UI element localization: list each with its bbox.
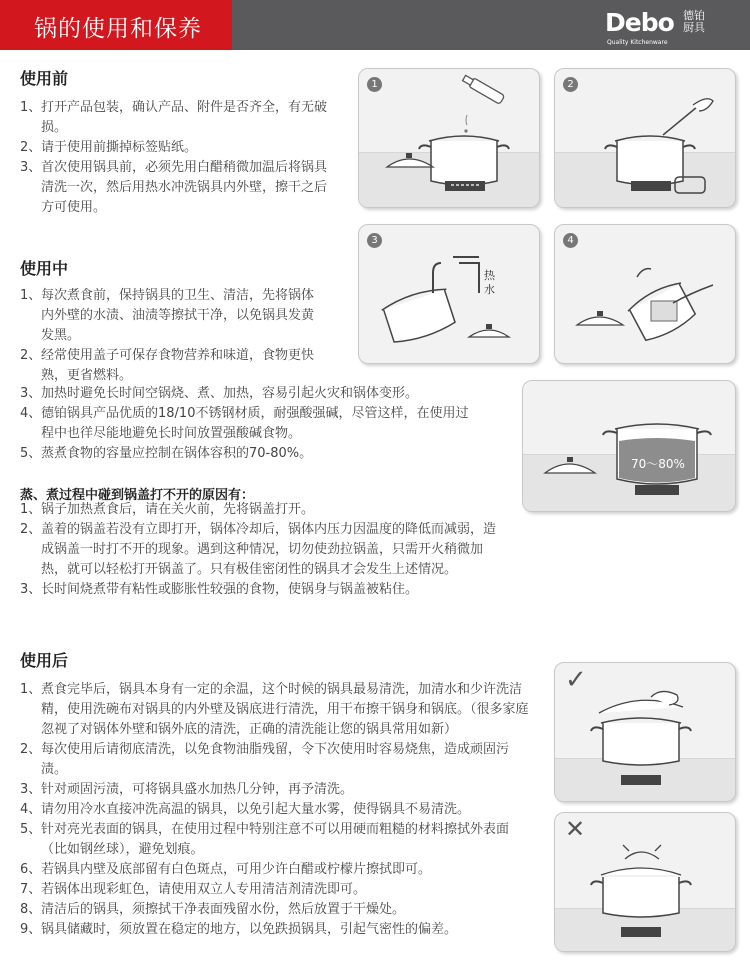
step-badge: 3: [367, 233, 382, 248]
list-item: [20, 740, 530, 780]
fill-level-label: 70～80%: [631, 457, 685, 471]
list-item: [20, 384, 480, 404]
illustration-heat-wash: [554, 68, 736, 208]
illustration-fill-level: [522, 380, 736, 512]
list-item: [20, 158, 336, 218]
item-text: 若锅体出现彩虹色，请使用双立人专用清洁剂清洗即可。: [41, 882, 367, 897]
item-text: 针对亮光表面的锅具，在使用过程中特别注意不可以用硬而粗糙的材料擦拭外表面（比如钢丝球），避免划痕。: [41, 822, 510, 857]
list-during-a: [20, 286, 320, 386]
step-badge: 4: [563, 233, 578, 248]
illustration-wipe-dry: [554, 224, 736, 364]
brand-logo: [605, 8, 705, 46]
item-text: 蒸煮食物的容量应控制在锅体容积的70-80%。: [41, 446, 313, 461]
item-number: 1、: [20, 502, 42, 517]
section-title-after: 使用后: [20, 651, 69, 670]
list-item: [20, 920, 530, 940]
item-number: 2、: [20, 348, 42, 363]
item-number: 4、: [20, 802, 42, 817]
item-text: 锅子加热煮食后，请在关火前，先将锅盖打开。: [41, 502, 315, 517]
item-number: 8、: [20, 902, 42, 917]
illustration-incorrect-lid: [554, 812, 736, 952]
header-title-block: [0, 0, 232, 50]
pot-vinegar-drawing: [359, 69, 539, 207]
list-item: [20, 780, 530, 800]
list-item: [20, 286, 320, 346]
list-item: [20, 404, 480, 444]
header-bar: [0, 0, 750, 50]
hot-water-label: 热水: [484, 269, 495, 296]
brand-tagline: Quality Kitchenware: [607, 39, 668, 46]
item-text: 请勿用冷水直接冲洗高温的锅具，以免引起大量水雾，使得锅具不易清洗。: [41, 802, 471, 817]
list-item: [20, 346, 320, 386]
item-text: 盖着的锅盖若没有立即打开，锅体冷却后，锅体内压力因温度的降低而减弱，造成锅盖一时打不开的现象。遇到这种情况，切勿使劲拉锅盖，只需开火稍微加热，就可以轻松打开锅盖了。只有极佳密闭性的锅具才会发生上述情况。: [41, 522, 497, 577]
item-text: 若锅具内壁及底部留有白色斑点，可用少许白醋或柠檬片擦拭即可。: [41, 862, 432, 877]
item-text: 加热时避免长时间空锅烧、煮、加热，容易引起火灾和锅体变形。: [41, 386, 419, 401]
pot-brush-drawing: [555, 69, 735, 207]
item-number: 5、: [20, 822, 42, 837]
cross-icon: ✕: [565, 815, 586, 843]
item-text: 长时间烧煮带有粘性或膨胀性较强的食物，使锅身与锅盖被粘住。: [41, 582, 419, 597]
list-item: [20, 500, 502, 520]
item-number: 1、: [20, 100, 42, 115]
step-badge: 1: [367, 77, 382, 92]
subsection-title-lid: 蒸、煮过程中碰到锅盖打不开的原因有：: [20, 488, 255, 503]
item-text: 经常使用盖子可保存食物营养和味道，食物更快熟，更省燃料。: [41, 348, 315, 383]
item-text: 请于使用前撕掉标签贴纸。: [41, 140, 198, 155]
list-item: [20, 444, 480, 464]
item-text: 清洁后的锅具，须擦拭干净表面残留水份，然后放置于干燥处。: [41, 902, 406, 917]
list-item: [20, 680, 530, 740]
item-number: 3、: [20, 160, 42, 175]
item-number: 3、: [20, 582, 42, 597]
item-text: 德铂锅具产品优质的18/10不锈钢材质，耐强酸强碱，尽管这样，在使用过程中也徉尽能地避免长时间放置强酸碱食物。: [41, 406, 469, 441]
item-text: 每次煮食前，保持锅具的卫生、清洁，先将锅体内外壁的水渍、油渍等擦拭干净，以免锅具发黄发黑。: [41, 288, 315, 343]
item-text: 打开产品包装，确认产品、附件是否齐全，有无破损。: [41, 100, 328, 135]
pot-cloth-drawing: [555, 225, 735, 363]
pot-fill-drawing: [523, 381, 735, 511]
item-number: 1、: [20, 682, 42, 697]
item-text: 每次使用后请彻底清洗，以免食物油脂残留，令下次使用时容易烧焦，造成顽固污渍。: [41, 742, 510, 777]
item-number: 2、: [20, 522, 42, 537]
item-number: 7、: [20, 882, 42, 897]
list-item: [20, 880, 530, 900]
illustration-pour-vinegar: [358, 68, 540, 208]
list-before: [20, 98, 336, 218]
item-number: 3、: [20, 386, 42, 401]
list-item: [20, 98, 336, 138]
list-item: [20, 860, 530, 880]
brand-chinese: 德铂厨具: [683, 9, 705, 34]
item-number: 2、: [20, 742, 42, 757]
illustration-correct-lid: [554, 662, 736, 802]
list-item: [20, 800, 530, 820]
item-number: 5、: [20, 446, 42, 461]
item-number: 9、: [20, 922, 42, 937]
item-number: 2、: [20, 140, 42, 155]
list-lid: [20, 500, 502, 600]
check-icon: ✓: [565, 665, 587, 695]
list-after: [20, 680, 530, 940]
item-number: 4、: [20, 406, 42, 421]
section-title-during: 使用中: [20, 259, 69, 278]
brand-name: Debo: [605, 8, 674, 37]
item-number: 1、: [20, 288, 42, 303]
pot-faucet-drawing: [359, 225, 539, 363]
list-during-b: [20, 384, 480, 464]
item-text: 针对顽固污渍，可将锅具盛水加热几分钟，再予清洗。: [41, 782, 354, 797]
item-text: 煮食完毕后，锅具本身有一定的余温，这个时候的锅具最易清洗，加清水和少许洗洁精，使用洗碗布对锅具的内外壁及锅底进行清洗，用干布擦干锅身和锅底。（很多家庭忽视了对锅体外壁和锅外底的清洗，正确的清洗能让您的锅具常用如新）: [41, 682, 529, 737]
section-title-before: 使用前: [20, 69, 69, 88]
step-badge: 2: [563, 77, 578, 92]
list-item: [20, 580, 502, 600]
item-text: 首次使用锅具前，必须先用白醋稍微加温后将锅具清洗一次，然后用热水冲洗锅具内外壁，擦干之后方可使用。: [41, 160, 328, 215]
page-title: 锅的使用和保养: [34, 16, 202, 42]
illustration-rinse-hot-water: [358, 224, 540, 364]
item-number: 3、: [20, 782, 42, 797]
list-item: [20, 138, 336, 158]
item-text: 锅具储藏时，须放置在稳定的地方，以免跌损锅具，引起气密性的偏差。: [41, 922, 458, 937]
list-item: [20, 520, 502, 580]
item-number: 6、: [20, 862, 42, 877]
list-item: [20, 820, 530, 860]
list-item: [20, 900, 530, 920]
